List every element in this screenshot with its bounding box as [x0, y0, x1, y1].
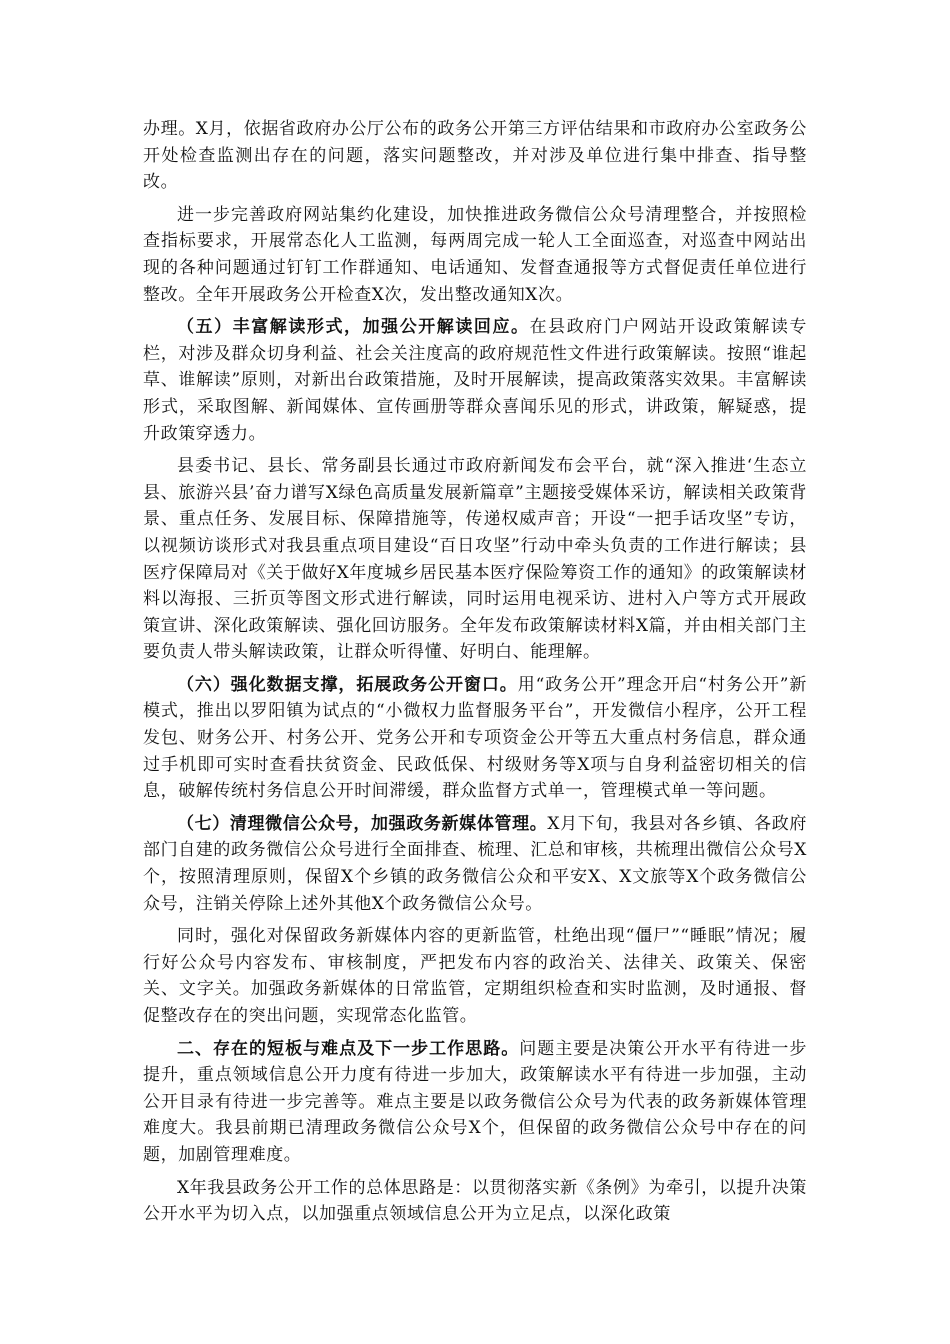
paragraph-3 [143, 314, 807, 447]
paragraph-9 [143, 1175, 807, 1228]
paragraph-3-text: 在县政府门户网站开设政策解读专栏，对涉及群众切身利益、社会关注度高的政府规范性文件进行政策解读。按照“谁起草、谁解读”原则，对新出台政策措施，及时开展解读，提高政策落实效果。丰富解读形式，采取图解、新闻媒体、宣传画册等群众喜闻乐见的形式，讲政策，解疑惑，提升政策穿透力。 [143, 317, 807, 444]
paragraph-9-text: X年我县政务公开工作的总体思路是：以贯彻落实新《条例》为牵引，以提升决策公开水平为切入点，以加强重点领域信息公开为立足点，以深化政策 [143, 1177, 807, 1225]
paragraph-3-lead: （五）丰富解读形式，加强公开解读回应。 [177, 317, 530, 338]
paragraph-5 [143, 672, 807, 805]
paragraph-5-text: 用“政务公开”理念开启“村务公开”新模式，推出以罗阳镇为试点的“小微权力监督服务平台”，开发微信小程序，公开工程发包、财务公开、村务公开、党务公开和专项资金公开等五大重点村务信息，群众通过手机即可实时查看扶贫资金、民政低保、村级财务等X项与自身利益密切相关的信息，破解传统村务信息公开时间滞缓，群众监督方式单一，管理模式单一等问题。 [143, 674, 807, 802]
paragraph-2-text: 进一步完善政府网站集约化建设，加快推进政务微信公众号清理整合，并按照检查指标要求，开展常态化人工监测，每两周完成一轮人工全面巡查，对巡查中网站出现的各种问题通过钉钉工作群通知、电话通知、发督查通报等方式督促责任单位进行整改。全年开展政务公开检查X次，发出整改通知X次。 [143, 204, 807, 305]
paragraph-1 [143, 116, 807, 196]
paragraph-1-text: 办理。X月，依据省政府办公厅公布的政务公开第三方评估结果和市政府办公室政务公开处检查监测出存在的问题，落实问题整改，并对涉及单位进行集中排查、指导整改。 [143, 119, 807, 193]
paragraph-7 [143, 923, 807, 1029]
paragraph-4 [143, 453, 807, 666]
paragraph-6-text: X月下旬，我县对各乡镇、各政府部门自建的政务微信公众号进行全面排查、梳理、汇总和审核，共梳理出微信公众号X个，按照清理原则，保留X个乡镇的政务微信公众和平安X、X文旅等X个政务微信公众号，注销关停除上述外其他X个政务微信公众号。 [143, 813, 807, 914]
paragraph-4-text: 县委书记、县长、常务副县长通过市政府新闻发布会平台，就“深入推进‘生态立县、旅游兴县’奋力谱写X绿色高质量发展新篇章”主题接受媒体采访，解读相关政策背景、重点任务、发展目标、保障措施等，传递权威声音；开设“一把手话攻坚”专访，以视频访谈形式对我县重点项目建设“百日攻坚”行动中牵头负责的工作进行解读；县医疗保障局对《关于做好X年度城乡居民基本医疗保险筹资工作的通知》的政策解读材料以海报、三折页等图文形式进行解读，同时运用电视采访、进村入户等方式开展政策宣讲、深化政策解读、强化回访服务。全年发布政策解读材料X篇，并由相关部门主要负责人带头解读政策，让群众听得懂、好明白、能理解。 [143, 456, 807, 663]
paragraph-6 [143, 811, 807, 917]
paragraph-8-text: 问题主要是决策公开水平有待进一步提升，重点领域信息公开力度有待进一步加大，政策解读水平有待进一步加强，主动公开目录有待进一步完善等。难点主要是以政务微信公众号为代表的政务新媒体管理难度大。我县前期已清理政务微信公众号X个，但保留的政务微信公众号中存在的问题，加剧管理难度。 [143, 1038, 807, 1165]
paragraph-8-lead: 二、存在的短板与难点及下一步工作思路。 [177, 1038, 520, 1059]
paragraph-6-lead: （七）清理微信公众号，加强政务新媒体管理。 [177, 813, 548, 834]
paragraph-7-text: 同时，强化对保留政务新媒体内容的更新监管，杜绝出现“僵尸”“睡眠”情况；履行好公众号内容发布、审核制度，严把发布内容的政治关、法律关、政策关、保密关、文字关。加强政务新媒体的日常监管，定期组织检查和实时监测，及时通报、督促整改存在的突出问题，实现常态化监管。 [143, 926, 807, 1026]
document-page [143, 116, 807, 1234]
paragraph-8 [143, 1036, 807, 1169]
paragraph-5-lead: （六）强化数据支撑，拓展政务公开窗口。 [177, 674, 518, 695]
paragraph-2 [143, 202, 807, 308]
